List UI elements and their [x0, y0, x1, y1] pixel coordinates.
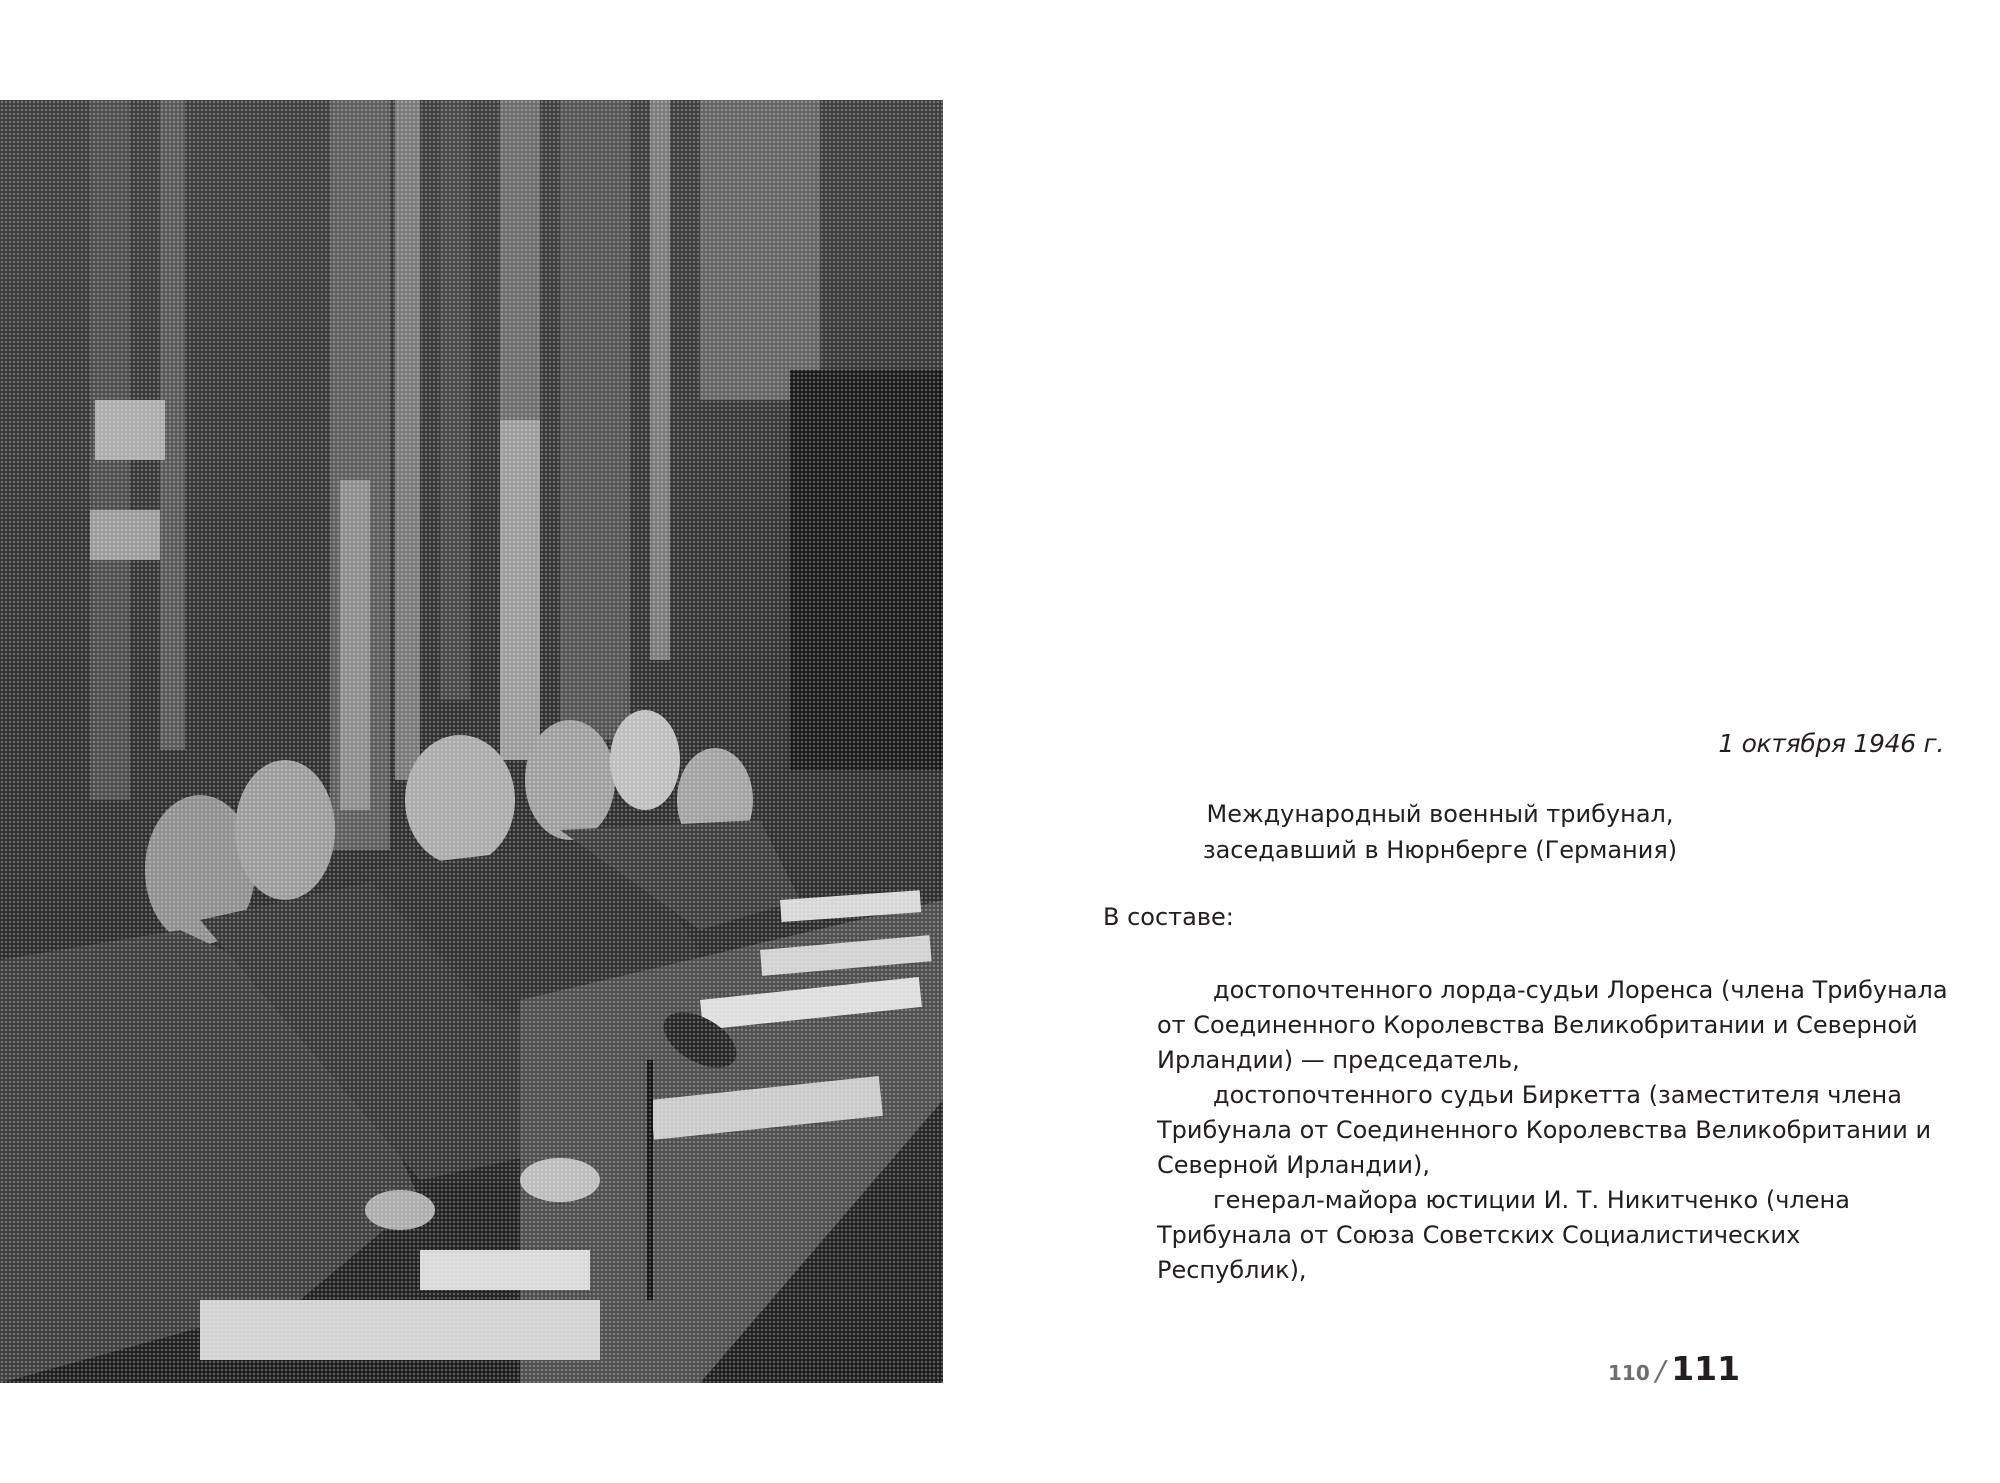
left-page-number: 110	[1608, 1361, 1650, 1385]
tribunal-heading	[1100, 796, 1780, 868]
composition-label: В составе:	[1103, 903, 1234, 931]
courtroom-photo	[0, 100, 943, 1383]
photo-illustration	[0, 100, 943, 1383]
folio-separator: /	[1655, 1354, 1666, 1387]
members-list	[1157, 973, 1957, 1288]
document-date: 1 октября 1946 г.	[1718, 729, 1944, 758]
member-paragraph: достопочтенного судьи Биркетта (заместителя члена Трибунала от Соединенного Королевства Великобритании и Северной Ирландии),	[1157, 1081, 1932, 1179]
member-paragraph: достопочтенного лорда-судьи Лоренса (члена Трибунала от Соединенного Королевства Великобритании и Северной Ирландии) — председатель,	[1157, 976, 1948, 1074]
page-folio	[1608, 1349, 1740, 1388]
tribunal-line-2: заседавший в Нюрнберге (Германия)	[1202, 836, 1678, 864]
tribunal-line-1: Международный военный трибунал,	[1206, 800, 1674, 828]
right-page-number: 111	[1671, 1349, 1741, 1388]
member-paragraph: генерал-майора юстиции И. Т. Никитченко (члена Трибунала от Союза Советских Социалистических Республик),	[1157, 1186, 1850, 1284]
